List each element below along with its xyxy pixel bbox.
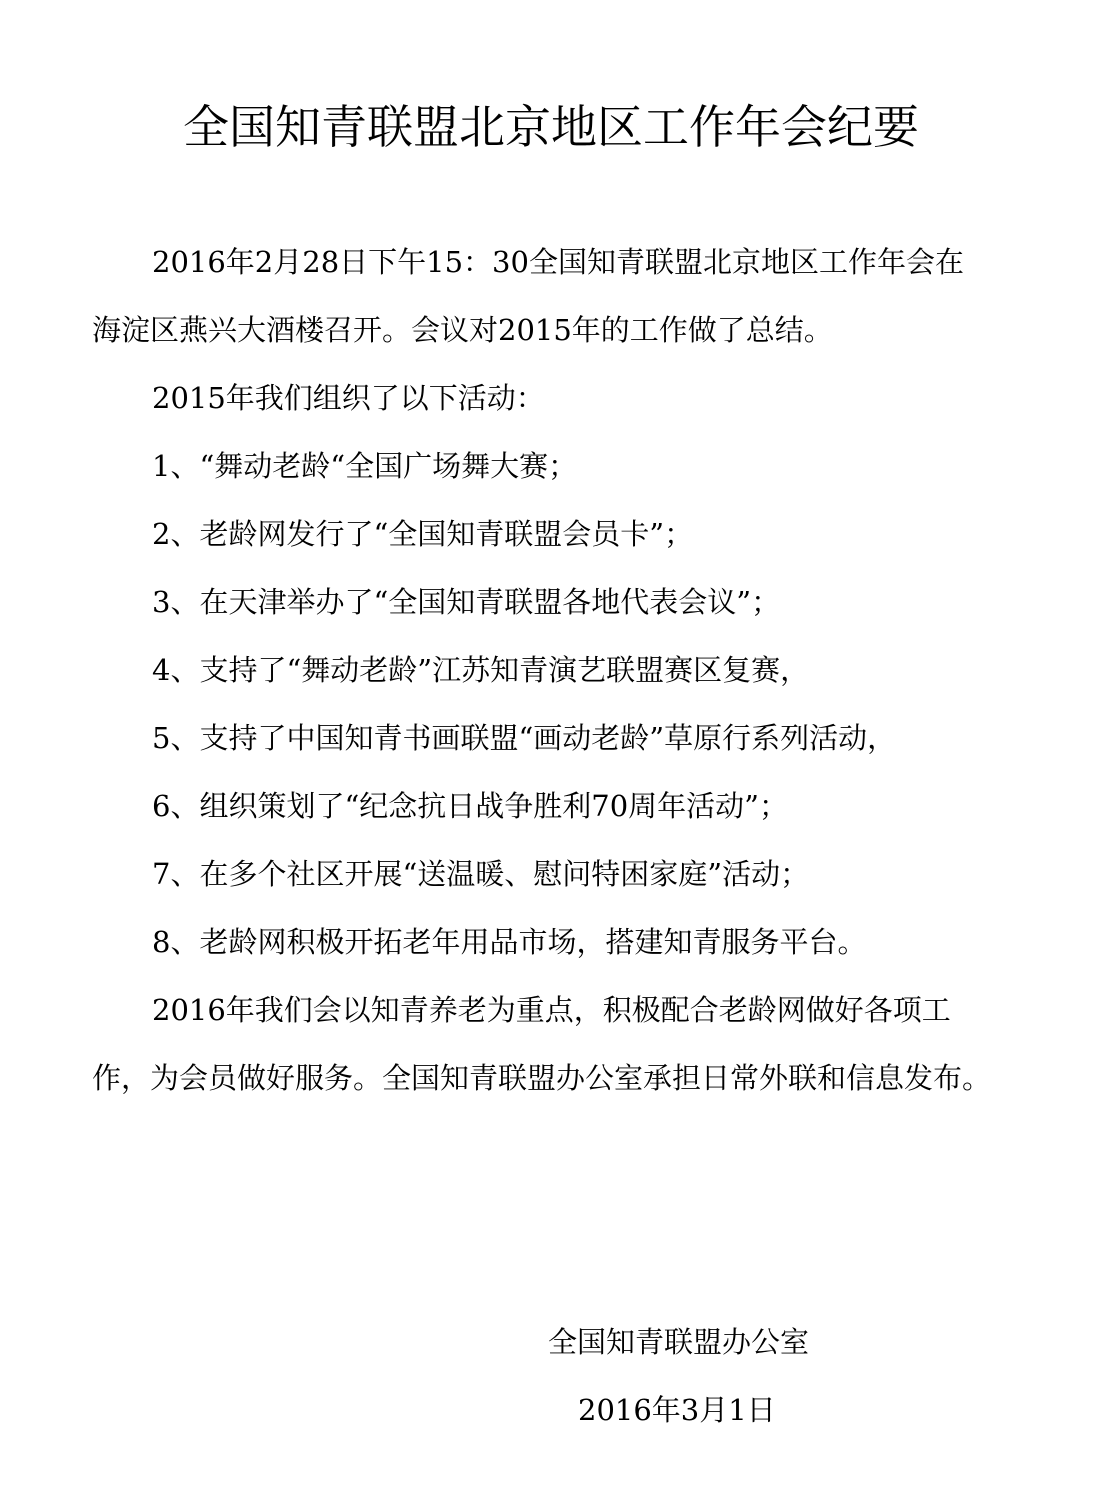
activities-list xyxy=(92,432,992,976)
closing-paragraph: 2016年我们会以知青养老为重点，积极配合老龄网做好各项工作，为会员做好服务。全国知青联盟办公室承担日常外联和信息发布。 xyxy=(92,993,992,1095)
list-item: 4、支持了“舞动老龄”江苏知青演艺联盟赛区复赛， xyxy=(152,653,810,687)
list-item: 2、老龄网发行了“全国知青联盟会员卡”； xyxy=(152,517,694,551)
list-item: 3、在天津举办了“全国知青联盟各地代表会议”； xyxy=(152,585,781,619)
list-item: 1、“舞动老龄“全国广场舞大赛； xyxy=(152,449,578,483)
intro-paragraph: 2016年2月28日下午15：30全国知青联盟北京地区工作年会在海淀区燕兴大酒楼召开。会议对2015年的工作做了总结。 xyxy=(92,245,964,347)
signature-block xyxy=(548,1308,948,1444)
signature-date: 2016年3月1日 xyxy=(578,1393,776,1427)
list-item: 6、组织策划了“纪念抗日战争胜利70周年活动”； xyxy=(152,789,789,823)
list-item: 8、老龄网积极开拓老年用品市场，搭建知青服务平台。 xyxy=(152,925,867,959)
list-item: 7、在多个社区开展“送温暖、慰问特困家庭”活动； xyxy=(152,857,810,891)
document-body xyxy=(92,228,992,1112)
signature-organization: 全国知青联盟办公室 xyxy=(548,1325,810,1359)
activities-heading: 2015年我们组织了以下活动： xyxy=(152,381,545,415)
document-title: 全国知青联盟北京地区工作年会纪要 xyxy=(183,100,919,154)
list-item: 5、支持了中国知青书画联盟“画动老龄”草原行系列活动， xyxy=(152,721,897,755)
